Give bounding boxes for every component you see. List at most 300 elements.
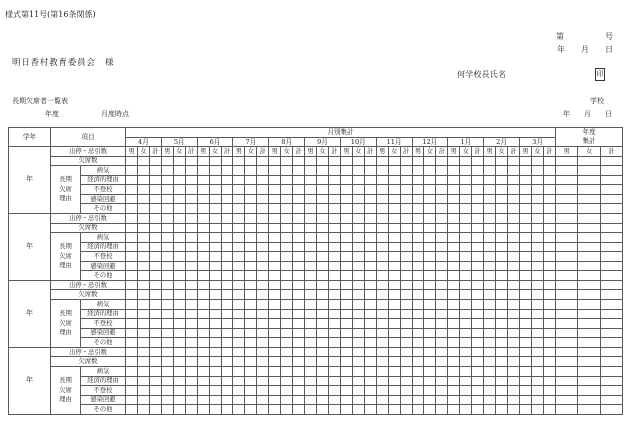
data-cell bbox=[556, 338, 578, 348]
data-cell bbox=[305, 223, 317, 233]
data-cell bbox=[448, 395, 460, 405]
data-cell bbox=[543, 271, 555, 281]
data-cell bbox=[472, 300, 484, 310]
reason-group-line: 理由 bbox=[59, 396, 72, 404]
data-cell bbox=[257, 290, 269, 300]
data-cell bbox=[484, 204, 496, 214]
data-cell bbox=[578, 223, 600, 233]
data-cell bbox=[508, 395, 520, 405]
data-cell bbox=[197, 357, 209, 367]
data-cell bbox=[472, 405, 484, 415]
data-cell bbox=[209, 300, 221, 310]
data-cell bbox=[137, 290, 149, 300]
data-cell bbox=[388, 405, 400, 415]
data-cell bbox=[352, 233, 364, 243]
data-cell bbox=[448, 328, 460, 338]
data-cell bbox=[317, 175, 329, 185]
data-cell bbox=[531, 280, 543, 290]
data-cell bbox=[245, 309, 257, 319]
data-cell bbox=[317, 204, 329, 214]
data-cell bbox=[209, 357, 221, 367]
data-cell bbox=[508, 261, 520, 271]
data-cell bbox=[531, 309, 543, 319]
data-cell bbox=[340, 271, 352, 281]
data-cell bbox=[496, 405, 508, 415]
data-cell bbox=[245, 233, 257, 243]
data-cell bbox=[149, 328, 161, 338]
data-cell bbox=[161, 300, 173, 310]
data-cell bbox=[185, 357, 197, 367]
grade-cell: 年 bbox=[9, 213, 51, 280]
data-cell bbox=[531, 319, 543, 329]
gender-label: 女 bbox=[352, 147, 364, 157]
data-cell bbox=[460, 338, 472, 348]
data-cell bbox=[484, 213, 496, 223]
data-cell bbox=[126, 366, 138, 376]
data-cell bbox=[412, 338, 424, 348]
data-cell bbox=[137, 261, 149, 271]
data-cell bbox=[578, 405, 600, 415]
data-cell bbox=[496, 156, 508, 166]
monthly-total-header: 月別集計 bbox=[126, 128, 556, 138]
data-cell bbox=[460, 194, 472, 204]
sender-title: 何学校長氏名 bbox=[457, 70, 507, 79]
data-cell bbox=[600, 194, 622, 204]
data-cell bbox=[543, 261, 555, 271]
data-cell bbox=[472, 328, 484, 338]
data-cell bbox=[508, 386, 520, 396]
data-cell bbox=[484, 300, 496, 310]
data-cell bbox=[293, 185, 305, 195]
data-cell bbox=[543, 300, 555, 310]
data-cell bbox=[161, 280, 173, 290]
data-cell bbox=[149, 366, 161, 376]
data-cell bbox=[185, 185, 197, 195]
data-cell bbox=[376, 185, 388, 195]
data-cell bbox=[472, 366, 484, 376]
data-cell bbox=[305, 347, 317, 357]
data-cell bbox=[185, 338, 197, 348]
data-cell bbox=[328, 156, 340, 166]
data-cell bbox=[352, 309, 364, 319]
data-cell bbox=[364, 194, 376, 204]
data-cell bbox=[484, 261, 496, 271]
data-cell bbox=[149, 223, 161, 233]
data-cell bbox=[161, 166, 173, 176]
table-row bbox=[9, 194, 623, 204]
data-cell bbox=[424, 233, 436, 243]
data-cell bbox=[600, 166, 622, 176]
report-title: 長期欠席者一覧表 bbox=[12, 96, 68, 105]
data-cell bbox=[376, 194, 388, 204]
data-cell bbox=[436, 175, 448, 185]
reason-group-label bbox=[51, 166, 81, 214]
data-cell bbox=[543, 223, 555, 233]
data-cell bbox=[400, 338, 412, 348]
data-cell bbox=[600, 175, 622, 185]
data-cell bbox=[185, 376, 197, 386]
data-cell bbox=[412, 395, 424, 405]
data-cell bbox=[424, 347, 436, 357]
data-cell bbox=[496, 223, 508, 233]
gender-label: 男 bbox=[376, 147, 388, 157]
data-cell bbox=[257, 185, 269, 195]
data-cell bbox=[340, 405, 352, 415]
data-cell bbox=[600, 290, 622, 300]
data-cell bbox=[436, 347, 448, 357]
reason-label: 不登校 bbox=[81, 386, 126, 396]
data-cell bbox=[317, 185, 329, 195]
data-cell bbox=[400, 357, 412, 367]
data-cell bbox=[340, 386, 352, 396]
data-cell bbox=[245, 204, 257, 214]
data-cell bbox=[400, 233, 412, 243]
data-cell bbox=[364, 376, 376, 386]
data-cell bbox=[221, 290, 233, 300]
table-row bbox=[9, 204, 623, 214]
table-row bbox=[9, 156, 623, 166]
data-cell bbox=[293, 319, 305, 329]
data-cell bbox=[364, 156, 376, 166]
data-cell bbox=[531, 290, 543, 300]
data-cell bbox=[257, 338, 269, 348]
data-cell bbox=[161, 233, 173, 243]
data-cell bbox=[257, 405, 269, 415]
data-cell bbox=[388, 166, 400, 176]
data-cell bbox=[484, 347, 496, 357]
grade-header: 学年 bbox=[9, 128, 51, 147]
data-cell bbox=[472, 395, 484, 405]
document-number-suffix: 号 bbox=[605, 32, 613, 41]
data-cell bbox=[400, 376, 412, 386]
data-cell bbox=[221, 242, 233, 252]
data-cell bbox=[412, 252, 424, 262]
data-cell bbox=[221, 376, 233, 386]
data-cell bbox=[600, 366, 622, 376]
data-cell bbox=[269, 309, 281, 319]
data-cell bbox=[209, 204, 221, 214]
data-cell bbox=[305, 280, 317, 290]
data-cell bbox=[364, 386, 376, 396]
data-cell bbox=[293, 376, 305, 386]
data-cell bbox=[209, 395, 221, 405]
data-cell bbox=[340, 309, 352, 319]
data-cell bbox=[352, 204, 364, 214]
data-cell bbox=[448, 204, 460, 214]
data-cell bbox=[126, 271, 138, 281]
data-cell bbox=[424, 290, 436, 300]
data-cell bbox=[556, 309, 578, 319]
data-cell bbox=[340, 395, 352, 405]
data-cell bbox=[185, 261, 197, 271]
reason-group-line: 欠席 bbox=[59, 319, 72, 327]
data-cell bbox=[293, 271, 305, 281]
month-header: 12月 bbox=[412, 138, 448, 147]
data-cell bbox=[137, 300, 149, 310]
data-cell bbox=[472, 261, 484, 271]
data-cell bbox=[197, 386, 209, 396]
data-cell bbox=[448, 376, 460, 386]
data-cell bbox=[197, 233, 209, 243]
data-cell bbox=[149, 405, 161, 415]
data-cell bbox=[293, 405, 305, 415]
month-header: 1月 bbox=[448, 138, 484, 147]
data-cell bbox=[364, 213, 376, 223]
gender-label: 計 bbox=[543, 147, 555, 157]
month-header: 3月 bbox=[519, 138, 555, 147]
reason-group-line: 理由 bbox=[59, 262, 72, 270]
data-cell bbox=[317, 194, 329, 204]
data-cell bbox=[496, 395, 508, 405]
data-cell bbox=[245, 242, 257, 252]
data-cell bbox=[578, 386, 600, 396]
data-cell bbox=[221, 166, 233, 176]
data-cell bbox=[340, 328, 352, 338]
data-cell bbox=[305, 166, 317, 176]
data-cell bbox=[245, 338, 257, 348]
data-cell bbox=[221, 233, 233, 243]
data-cell bbox=[543, 328, 555, 338]
data-cell bbox=[281, 338, 293, 348]
data-cell bbox=[352, 261, 364, 271]
data-cell bbox=[269, 175, 281, 185]
data-cell bbox=[578, 319, 600, 329]
data-cell bbox=[531, 166, 543, 176]
data-cell bbox=[472, 213, 484, 223]
data-cell bbox=[388, 319, 400, 329]
data-cell bbox=[305, 242, 317, 252]
data-cell bbox=[209, 213, 221, 223]
data-cell bbox=[531, 261, 543, 271]
data-cell bbox=[149, 280, 161, 290]
data-cell bbox=[245, 357, 257, 367]
period-as-of-month: 月度時点 bbox=[101, 109, 129, 118]
data-cell bbox=[328, 338, 340, 348]
data-cell bbox=[460, 328, 472, 338]
data-cell bbox=[496, 233, 508, 243]
data-cell bbox=[233, 185, 245, 195]
data-cell bbox=[352, 405, 364, 415]
data-cell bbox=[543, 194, 555, 204]
data-cell bbox=[305, 395, 317, 405]
data-cell bbox=[496, 386, 508, 396]
data-cell bbox=[412, 376, 424, 386]
data-cell bbox=[209, 376, 221, 386]
data-cell bbox=[531, 328, 543, 338]
gender-label: 計 bbox=[328, 147, 340, 157]
data-cell bbox=[209, 347, 221, 357]
data-cell bbox=[448, 185, 460, 195]
data-cell bbox=[448, 213, 460, 223]
data-cell bbox=[197, 185, 209, 195]
data-cell bbox=[519, 347, 531, 357]
data-cell bbox=[317, 166, 329, 176]
data-cell bbox=[388, 376, 400, 386]
data-cell bbox=[578, 166, 600, 176]
data-cell bbox=[245, 194, 257, 204]
data-cell bbox=[149, 261, 161, 271]
data-cell bbox=[173, 376, 185, 386]
reason-group-line: 長期 bbox=[59, 243, 72, 251]
data-cell bbox=[161, 376, 173, 386]
data-cell bbox=[281, 309, 293, 319]
data-cell bbox=[340, 357, 352, 367]
data-cell bbox=[508, 271, 520, 281]
data-cell bbox=[173, 175, 185, 185]
data-cell bbox=[352, 185, 364, 195]
data-cell bbox=[424, 166, 436, 176]
data-cell bbox=[543, 156, 555, 166]
data-cell bbox=[197, 338, 209, 348]
data-cell bbox=[245, 395, 257, 405]
data-cell bbox=[281, 357, 293, 367]
data-cell bbox=[281, 271, 293, 281]
data-cell bbox=[137, 357, 149, 367]
data-cell bbox=[531, 223, 543, 233]
table-row bbox=[9, 261, 623, 271]
data-cell bbox=[209, 338, 221, 348]
data-cell bbox=[173, 242, 185, 252]
data-cell bbox=[317, 357, 329, 367]
data-cell bbox=[293, 233, 305, 243]
gender-label: 女 bbox=[578, 147, 600, 157]
data-cell bbox=[197, 242, 209, 252]
data-cell bbox=[496, 357, 508, 367]
data-cell bbox=[472, 319, 484, 329]
table-row bbox=[9, 357, 623, 367]
data-cell bbox=[221, 338, 233, 348]
data-cell bbox=[293, 290, 305, 300]
data-cell bbox=[556, 175, 578, 185]
data-cell bbox=[149, 347, 161, 357]
data-cell bbox=[209, 261, 221, 271]
data-cell bbox=[185, 290, 197, 300]
data-cell bbox=[578, 175, 600, 185]
data-cell bbox=[519, 319, 531, 329]
table-row bbox=[9, 175, 623, 185]
data-cell bbox=[126, 280, 138, 290]
data-cell bbox=[519, 233, 531, 243]
data-cell bbox=[257, 300, 269, 310]
data-cell bbox=[412, 194, 424, 204]
data-cell bbox=[519, 338, 531, 348]
data-cell bbox=[221, 405, 233, 415]
data-cell bbox=[269, 357, 281, 367]
data-cell bbox=[543, 395, 555, 405]
table-row bbox=[9, 271, 623, 281]
data-cell bbox=[400, 271, 412, 281]
data-cell bbox=[293, 261, 305, 271]
reason-group-line: 長期 bbox=[59, 176, 72, 184]
data-cell bbox=[484, 395, 496, 405]
data-cell bbox=[245, 271, 257, 281]
data-cell bbox=[317, 347, 329, 357]
data-cell bbox=[496, 309, 508, 319]
gender-label: 男 bbox=[519, 147, 531, 157]
data-cell bbox=[376, 252, 388, 262]
data-cell bbox=[519, 242, 531, 252]
data-cell bbox=[460, 271, 472, 281]
data-cell bbox=[496, 175, 508, 185]
gender-label: 女 bbox=[209, 147, 221, 157]
data-cell bbox=[519, 290, 531, 300]
data-cell bbox=[484, 280, 496, 290]
data-cell bbox=[340, 194, 352, 204]
item-label-absence: 欠席数 bbox=[51, 156, 126, 166]
data-cell bbox=[578, 252, 600, 262]
data-cell bbox=[137, 386, 149, 396]
data-cell bbox=[412, 290, 424, 300]
data-cell bbox=[448, 366, 460, 376]
data-cell bbox=[209, 280, 221, 290]
data-cell bbox=[185, 300, 197, 310]
data-cell bbox=[173, 252, 185, 262]
data-cell bbox=[531, 175, 543, 185]
data-cell bbox=[269, 166, 281, 176]
data-cell bbox=[400, 156, 412, 166]
data-cell bbox=[185, 175, 197, 185]
data-cell bbox=[436, 233, 448, 243]
data-cell bbox=[281, 376, 293, 386]
table-row bbox=[9, 338, 623, 348]
data-cell bbox=[448, 261, 460, 271]
data-cell bbox=[149, 338, 161, 348]
data-cell bbox=[269, 366, 281, 376]
data-cell bbox=[233, 376, 245, 386]
data-cell bbox=[484, 405, 496, 415]
data-cell bbox=[448, 194, 460, 204]
data-cell bbox=[305, 309, 317, 319]
data-cell bbox=[578, 242, 600, 252]
data-cell bbox=[600, 319, 622, 329]
data-cell bbox=[352, 213, 364, 223]
data-cell bbox=[233, 233, 245, 243]
data-cell bbox=[221, 328, 233, 338]
data-cell bbox=[352, 300, 364, 310]
reason-label: その他 bbox=[81, 271, 126, 281]
data-cell bbox=[388, 213, 400, 223]
data-cell bbox=[400, 185, 412, 195]
data-cell bbox=[328, 223, 340, 233]
data-cell bbox=[472, 386, 484, 396]
data-cell bbox=[472, 223, 484, 233]
data-cell bbox=[328, 300, 340, 310]
data-cell bbox=[600, 252, 622, 262]
data-cell bbox=[233, 366, 245, 376]
data-cell bbox=[281, 185, 293, 195]
data-cell bbox=[126, 223, 138, 233]
data-cell bbox=[436, 280, 448, 290]
data-cell bbox=[508, 366, 520, 376]
data-cell bbox=[221, 185, 233, 195]
data-cell bbox=[376, 347, 388, 357]
data-cell bbox=[185, 233, 197, 243]
data-cell bbox=[424, 271, 436, 281]
data-cell bbox=[448, 290, 460, 300]
data-cell bbox=[472, 185, 484, 195]
gender-label: 男 bbox=[448, 147, 460, 157]
data-cell bbox=[376, 395, 388, 405]
data-cell bbox=[305, 366, 317, 376]
data-cell bbox=[173, 204, 185, 214]
data-cell bbox=[460, 213, 472, 223]
data-cell bbox=[173, 386, 185, 396]
data-cell bbox=[197, 328, 209, 338]
reason-label: 感染回避 bbox=[81, 328, 126, 338]
data-cell bbox=[508, 166, 520, 176]
data-cell bbox=[257, 194, 269, 204]
issue-date-month: 月 bbox=[581, 45, 589, 54]
